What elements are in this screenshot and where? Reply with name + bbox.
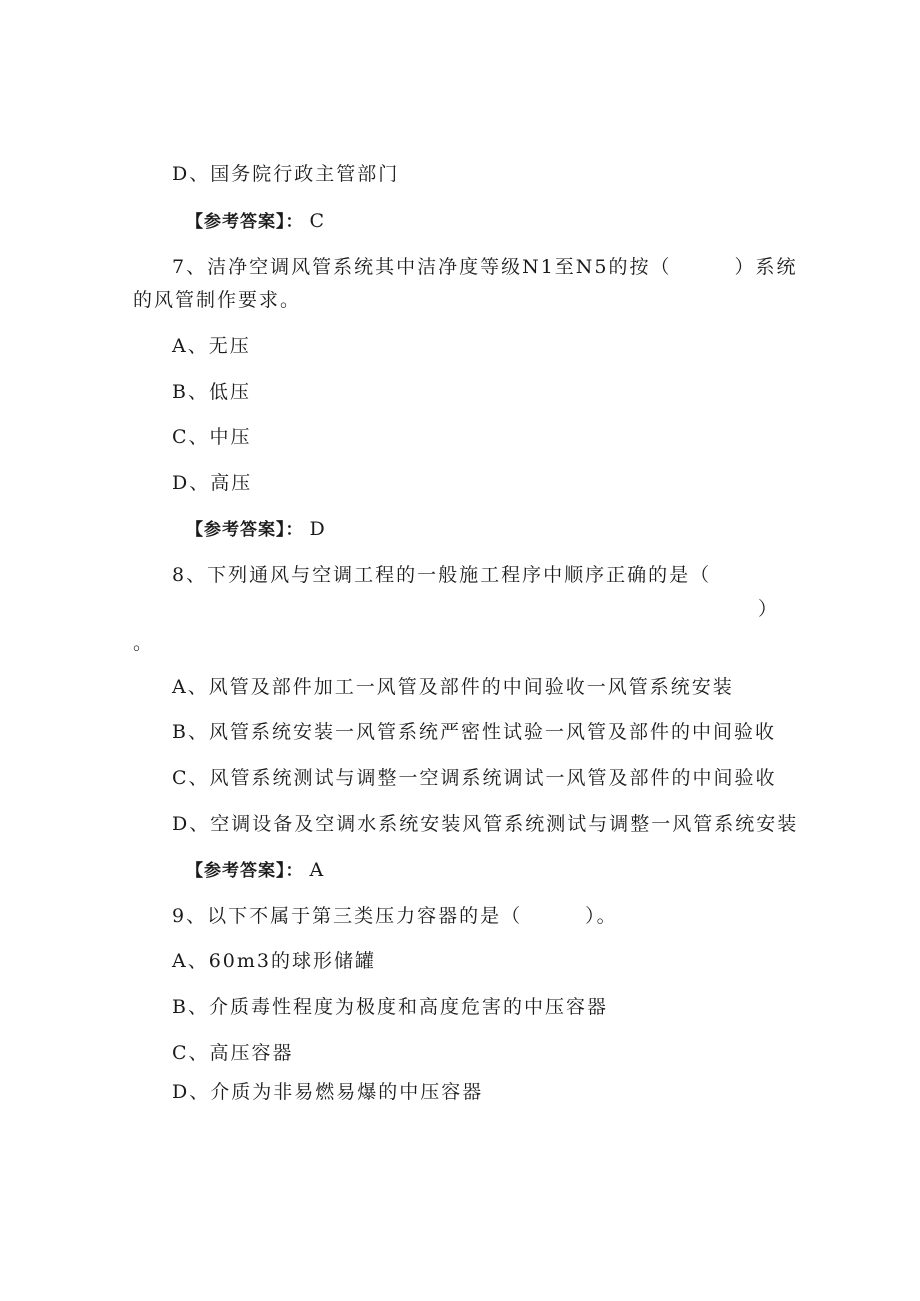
prev-answer (186, 209, 325, 234)
answer-value: C (309, 210, 326, 232)
q7-option-a: A、无压 (172, 335, 251, 357)
q7-stem-line1: 7、洁净空调风管系统其中洁净度等级N1至N5的按（ ）系统 (172, 256, 798, 278)
q9-stem: 9、以下不属于第三类压力容器的是（ ）。 (172, 905, 618, 927)
q8-stem-period: 。 (133, 632, 155, 654)
q7-answer (186, 517, 326, 542)
answer-label: 【参考答案】： (186, 520, 304, 540)
q8-stem-line1: 8、下列通风与空调工程的一般施工程序中顺序正确的是（ (172, 564, 712, 586)
answer-value: A (309, 859, 325, 881)
q7-option-b: B、低压 (172, 381, 251, 403)
q8-option-c: C、风管系统测试与调整一空调系统调试一风管及部件的中间验收 (172, 767, 777, 789)
answer-label: 【参考答案】： (186, 212, 304, 232)
q8-option-d: D、空调设备及空调水系统安装风管系统测试与调整一风管系统安装 (172, 813, 799, 835)
answer-label: 【参考答案】： (186, 861, 304, 881)
q7-option-d: D、高压 (172, 472, 253, 494)
q7-stem-line2: 的风管制作要求。 (133, 289, 302, 311)
answer-value: D (309, 518, 326, 540)
q8-answer (186, 858, 324, 883)
q8-option-b: B、风管系统安装一风管系统严密性试验一风管及部件的中间验收 (172, 721, 776, 743)
q9-option-a: A、60m3的球形储罐 (172, 950, 377, 972)
q9-option-c: C、高压容器 (172, 1042, 294, 1064)
prev-option-d: D、国务院行政主管部门 (172, 163, 400, 185)
q8-stem-paren-close: ） (758, 598, 780, 620)
q8-option-a: A、风管及部件加工一风管及部件的中间验收一风管系统安装 (172, 676, 734, 698)
q7-option-c: C、中压 (172, 426, 252, 448)
q9-option-b: B、介质毒性程度为极度和高度危害的中压容器 (172, 996, 608, 1018)
q9-option-d: D、介质为非易燃易爆的中压容器 (172, 1081, 484, 1103)
